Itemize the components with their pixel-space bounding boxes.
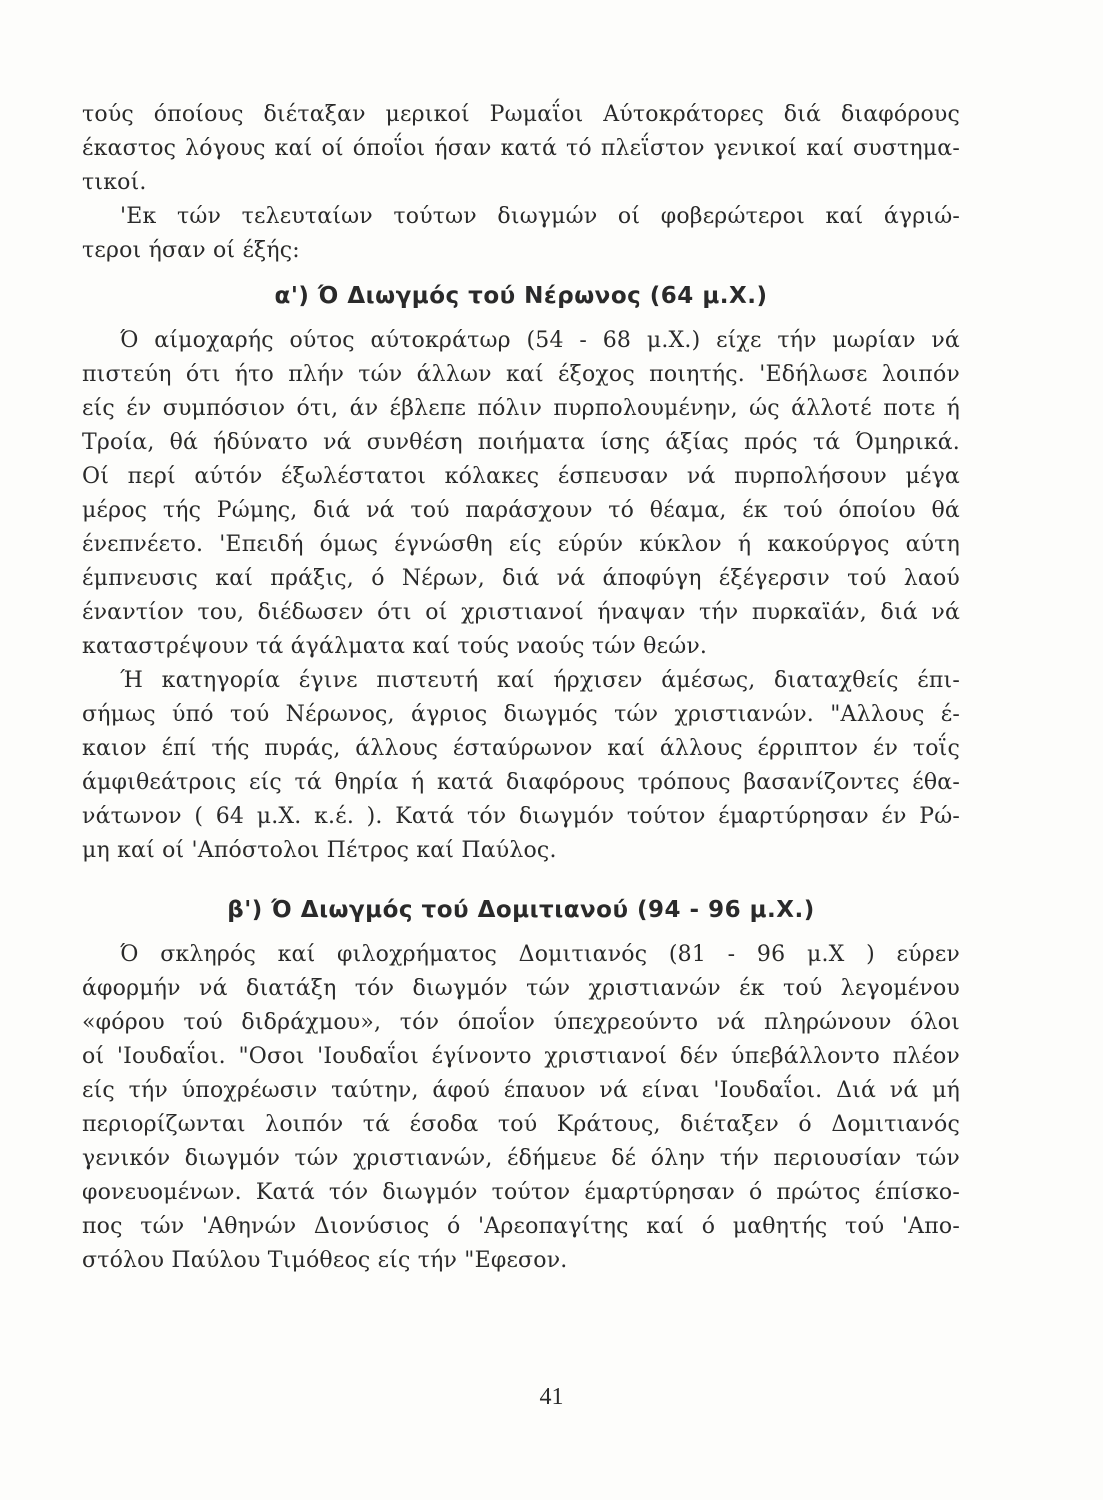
text-line: Ό σκληρός καί φιλοχρήματος Δομιτιανός (81 - 96 μ.Χ ) εύρεν <box>120 942 960 967</box>
text-line: πιστεύη ότι ήτο πλήν τών άλλων καί έξοχος ποιητής. 'Εδήλωσε λοιπόν <box>82 362 960 387</box>
section-b-heading: β') Ό Διωγμός τού Δομιτιανού (94 - 96 μ.Χ.) <box>227 897 815 923</box>
text-line: 'Εκ τών τελευταίων τούτων διωγμών οί φοβερώτεροι καί άγριώ- <box>120 204 960 229</box>
text-line: μέρος τής Ρώμης, διά νά τού παράσχουν τό θέαμα, έκ τού όποίου θά <box>82 498 960 523</box>
top-paragraph <box>82 98 960 200</box>
page-body <box>82 98 960 1278</box>
text-line: άφορμήν νά διατάξη τόν διωγμόν τών χριστιανών έκ τού λεγομένου <box>82 976 960 1001</box>
text-line: μη καί οί 'Απόστολοι Πέτρος καί Παύλος. <box>82 838 557 863</box>
text-line: σήμως ύπό τού Νέρωνος, άγριος διωγμός τών χριστιανών. "Αλλους έ- <box>82 702 960 727</box>
text-line: Ή κατηγορία έγινε πιστευτή καί ήρχισεν άμέσως, διαταχθείς έπι- <box>120 668 960 693</box>
text-line: γενικόν διωγμόν τών χριστιανών, έδήμευε δέ όλην τήν περιουσίαν τών <box>82 1146 960 1171</box>
section-a-paragraph-1 <box>82 324 960 664</box>
text-line: έμπνευσις καί πράξις, ό Νέρων, διά νά άποφύγη έξέγερσιν τού λαού <box>82 566 960 591</box>
section-a-heading: α') Ό Διωγμός τού Νέρωνος (64 μ.Χ.) <box>274 283 768 309</box>
text-line: Ό αίμοχαρής ούτος αύτοκράτωρ (54 - 68 μ.Χ.) είχε τήν μωρίαν νά <box>120 328 960 353</box>
text-line: περιορίζωνται λοιπόν τά έσοδα τού Κράτους, διέταξεν ό Δομιτιανός <box>82 1112 960 1137</box>
text-line: πος τών 'Αθηνών Διονύσιος ό 'Αρεοπαγίτης καί ό μαθητής τού 'Απο- <box>82 1214 960 1239</box>
text-line: τεροι ήσαν οί έξής: <box>82 238 300 263</box>
text-line: έναντίον του, διέδωσεν ότι οί χριστιανοί ήναψαν τήν πυρκαϊάν, διά νά <box>82 600 960 625</box>
section-a-paragraph-2 <box>82 664 960 868</box>
text-line: φονευομένων. Κατά τόν διωγμόν τούτον έμαρτύρησαν ό πρώτος έπίσκο- <box>82 1180 960 1205</box>
text-line: Οί περί αύτόν έξωλέστατοι κόλακες έσπευσαν νά πυρπολήσουν μέγα <box>82 464 960 489</box>
spacer <box>82 868 960 882</box>
section-b-paragraph-1 <box>82 938 960 1278</box>
text-line: Τροία, θά ήδύνατο νά συνθέση ποιήματα ίσης άξίας πρός τά Όμηρικά. <box>82 430 960 455</box>
intro-paragraph <box>82 200 960 268</box>
text-line: έκαστος λόγους καί οί όποΐοι ήσαν κατά τό πλεΐστον γενικοί καί συστημα- <box>82 136 960 161</box>
text-line: είς έν συμπόσιον ότι, άν έβλεπε πόλιν πυρπολουμένην, ώς άλλοτέ ποτε ή <box>82 396 960 421</box>
text-line: καταστρέψουν τά άγάλματα καί τούς ναούς τών θεών. <box>82 634 708 659</box>
text-line: είς τήν ύποχρέωσιν ταύτην, άφού έπαυον νά είναι 'Ιουδαΐοι. Διά νά μή <box>82 1078 960 1103</box>
text-line: «φόρου τού διδράχμου», τόν όποΐον ύπεχρεούντο νά πληρώνουν όλοι <box>82 1010 960 1035</box>
text-line: καιον έπί τής πυράς, άλλους έσταύρωνον καί άλλους έρριπτον έν τοΐς <box>82 736 960 761</box>
text-line: στόλου Παύλου Τιμόθεος είς τήν "Εφεσον. <box>82 1248 568 1273</box>
text-line: οί 'Ιουδαΐοι. "Οσοι 'Ιουδαΐοι έγίνοντο χριστιανοί δέν ύπεβάλλοντο πλέον <box>82 1044 960 1069</box>
text-line: ένεπνέετο. 'Επειδή όμως έγνώσθη είς εύρύν κύκλον ή κακούργος αύτη <box>82 532 960 557</box>
text-line: τούς όποίους διέταξαν μερικοί Ρωμαΐοι Αύτοκράτορες διά διαφόρους <box>82 102 960 127</box>
page-number: 41 <box>539 1384 564 1410</box>
text-line: άμφιθεάτροις είς τά θηρία ή κατά διαφόρους τρόπους βασανίζοντες έθα- <box>82 770 960 795</box>
text-line: τικοί. <box>82 170 147 195</box>
text-line: νάτωνον ( 64 μ.Χ. κ.έ. ). Κατά τόν διωγμόν τούτον έμαρτύρησαν έν Ρώ- <box>82 804 960 829</box>
